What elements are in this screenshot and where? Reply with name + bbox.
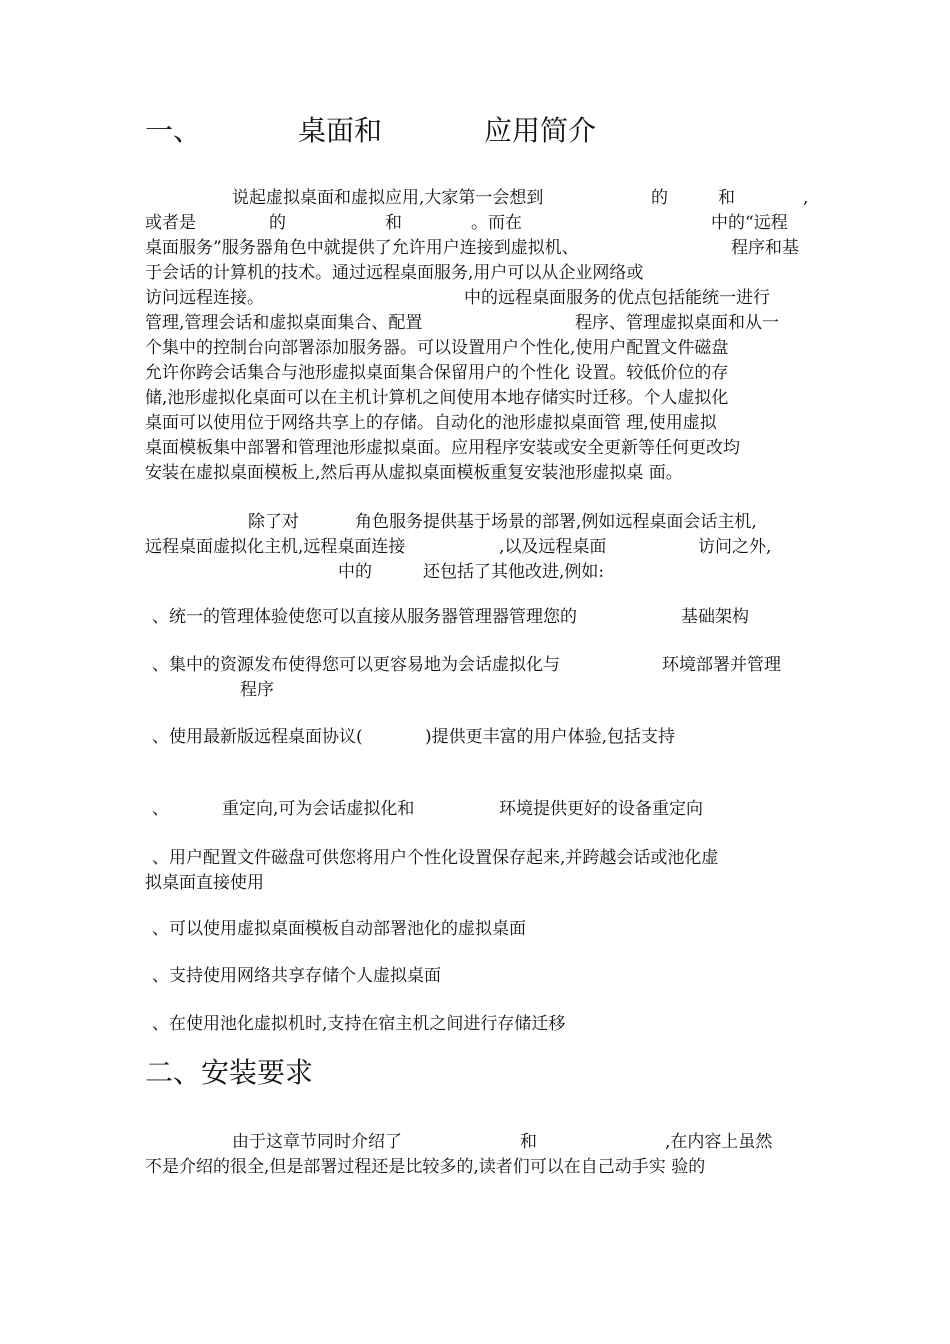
- bullet-2b: 环境部署并管理: [662, 655, 781, 675]
- bullet-4c: 环境提供更好的设备重定向: [499, 799, 703, 819]
- intro-line-9: 储,池形虚拟化桌面可以在主机计算机之间使用本地存储实时迁移。个人虚拟化: [145, 388, 729, 408]
- bullet-1a: 、统一的管理体验使您可以直接从服务器管理器管理您的: [152, 607, 577, 627]
- intro-line-8: 允许你跨会话集合与池形虚拟桌面集合保留用户的个性化 设置。较低价位的存: [145, 363, 729, 383]
- section-1-title-part1: 桌面和: [298, 114, 383, 147]
- section-1-number: 一、: [145, 114, 202, 147]
- intro-line-10: 桌面可以使用位于网络共享上的存储。自动化的池形虚拟桌面管 理,使用虚拟: [145, 413, 717, 433]
- intro-line-1b: 的: [651, 188, 668, 208]
- intro-line-5b: 中的远程桌面服务的优点包括能统一进行: [464, 288, 770, 308]
- intro-line-4: 于会话的计算机的技术。通过远程桌面服务,用户可以从企业网络或: [145, 263, 644, 283]
- bullet-3b: )提供更丰富的用户体验,包括支持: [425, 727, 676, 747]
- intro-line-2b: 的: [269, 213, 286, 233]
- bullet-8: 、在使用池化虚拟机时,支持在宿主机之间进行存储迁移: [152, 1014, 566, 1034]
- bullet-1b: 基础架构: [681, 607, 749, 627]
- intro-line-1d: ,: [803, 188, 809, 208]
- para3-line-2: 不是介绍的很全,但是部署过程还是比较多的,读者们可以在自己动手实 验的: [145, 1157, 706, 1177]
- intro-line-6b: 程序、管理虚拟桌面和从一: [575, 313, 779, 333]
- section-1-title-part2: 应用简介: [484, 114, 597, 147]
- intro-line-3a: 桌面服务”服务器角色中就提供了允许用户连接到虚拟机、: [145, 238, 579, 258]
- bullet-3a: 、使用最新版远程桌面协议(: [152, 727, 363, 747]
- para3-line-1b: 和: [520, 1132, 537, 1152]
- intro-line-11: 桌面模板集中部署和管理池形虚拟桌面。应用程序安装或安全更新等任何更改均: [145, 438, 740, 458]
- bullet-2a: 、集中的资源发布使得您可以更容易地为会话虚拟化与: [152, 655, 560, 675]
- bullet-2c: 程序: [240, 680, 274, 700]
- intro-line-2c: 和: [385, 213, 402, 233]
- bullet-7: 、支持使用网络共享存储个人虚拟桌面: [152, 966, 441, 986]
- intro-line-2e: 中的“远程: [711, 213, 788, 233]
- bullet-4a: 、: [152, 799, 169, 819]
- intro-line-2d: 。而在: [471, 213, 522, 233]
- para2-line-2b: ,以及远程桌面: [499, 537, 607, 557]
- bullet-6: 、可以使用虚拟桌面模板自动部署池化的虚拟桌面: [152, 919, 526, 939]
- intro-line-1a: 说起虚拟桌面和虚拟应用,大家第一会想到: [232, 188, 544, 208]
- intro-line-1c: 和: [718, 188, 735, 208]
- para2-line-3a: 中的: [338, 562, 372, 582]
- section-2-title: 二、安装要求: [145, 1056, 314, 1089]
- intro-line-5a: 访问远程连接。: [145, 288, 264, 308]
- para2-line-3b: 还包括了其他改进,例如:: [423, 562, 605, 582]
- intro-line-6a: 管理,管理会话和虚拟桌面集合、配置: [145, 313, 423, 333]
- intro-line-7: 个集中的控制台向部署添加服务器。可以设置用户个性化,使用户配置文件磁盘: [145, 338, 729, 358]
- intro-line-2a: 或者是: [145, 213, 196, 233]
- intro-line-12: 安装在虚拟桌面模板上,然后再从虚拟桌面模板重复安装池形虚拟桌 面。: [145, 463, 683, 483]
- intro-line-3b: 程序和基: [731, 238, 799, 258]
- para3-line-1c: ,在内容上虽然: [665, 1132, 773, 1152]
- para2-line-2c: 访问之外,: [698, 537, 772, 557]
- para2-line-1a: 除了对: [248, 512, 299, 532]
- para2-line-1b: 角色服务提供基于场景的部署,例如远程桌面会话主机,: [355, 512, 757, 532]
- para2-line-2a: 远程桌面虚拟化主机,远程桌面连接: [145, 537, 406, 557]
- bullet-5b: 拟桌面直接使用: [145, 873, 264, 893]
- bullet-5a: 、用户配置文件磁盘可供您将用户个性化设置保存起来,并跨越会话或池化虚: [152, 848, 719, 868]
- para3-line-1a: 由于这章节同时介绍了: [232, 1132, 402, 1152]
- bullet-4b: 重定向,可为会话虚拟化和: [222, 799, 415, 819]
